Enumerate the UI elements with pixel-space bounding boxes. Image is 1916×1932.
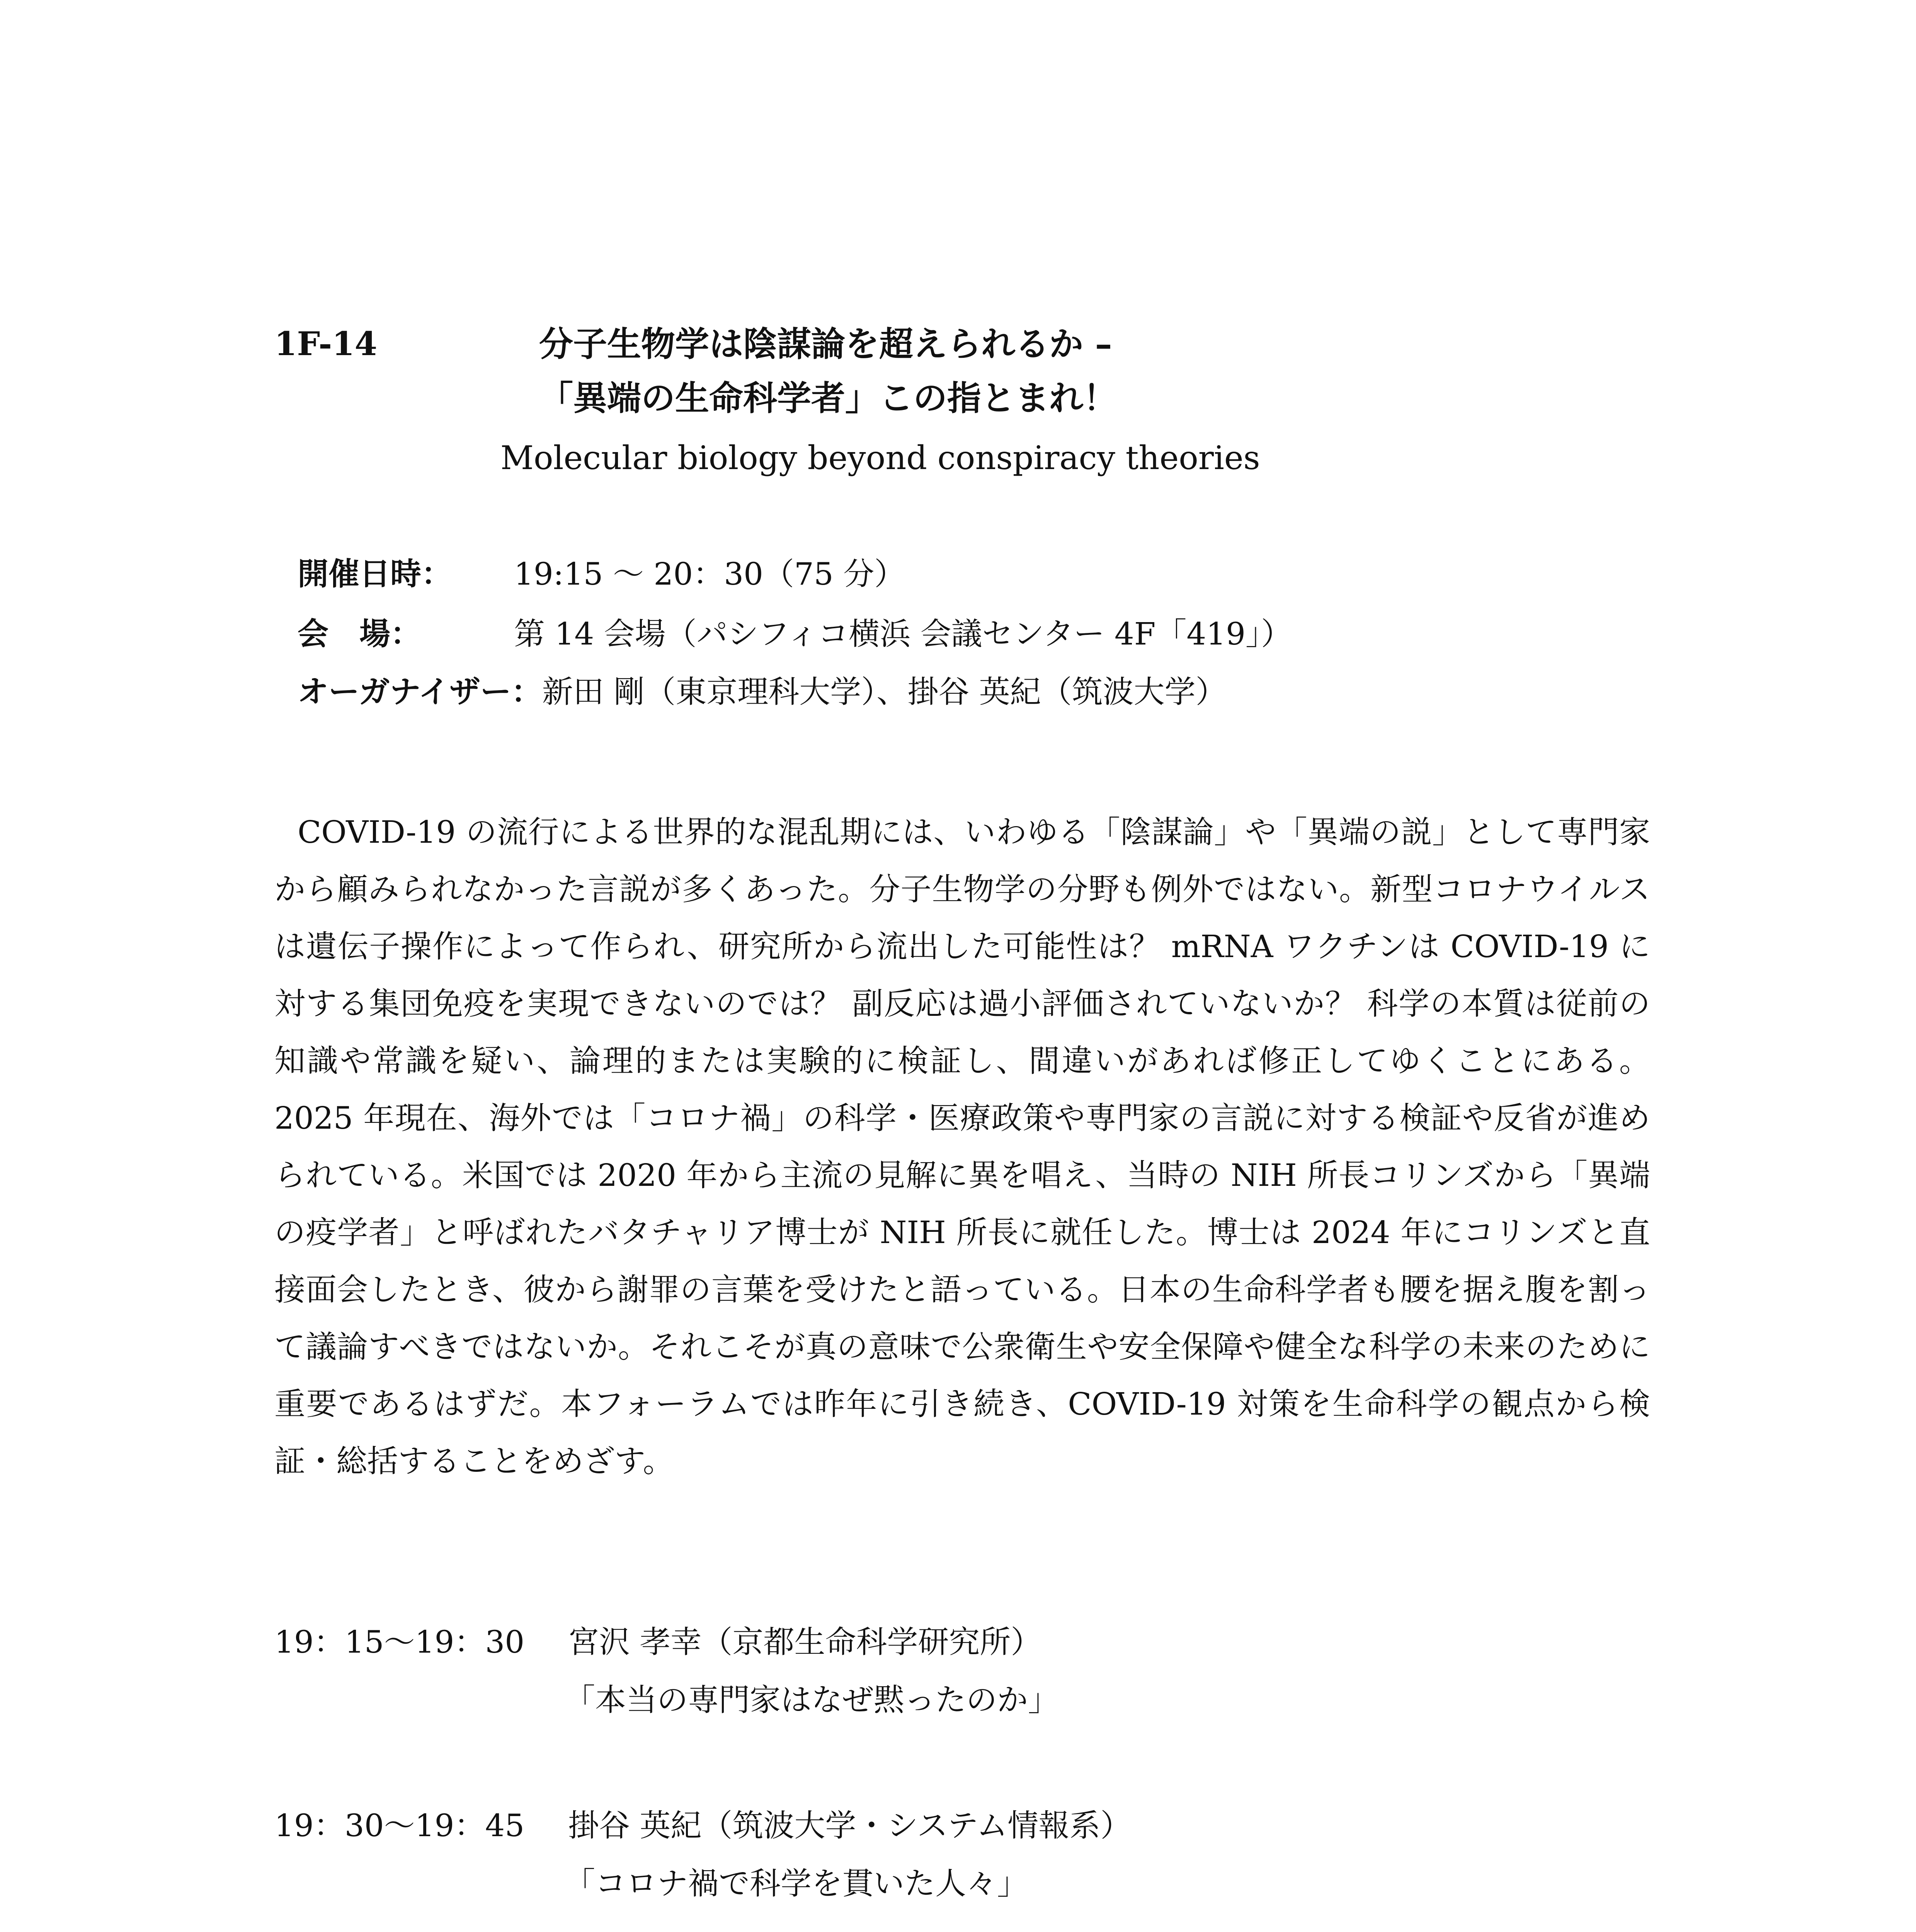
abstract-paragraph: COVID-19 の流行による世界的な混乱期には、いわゆる「陰謀論」や「異端の説」として専門家から顧みられなかった言説が多くあった。分子生物学の分野も例外ではない。新型コロナウイルスは遺伝子操作によって作られ、研究所から流出した可能性は？ mRNA ワクチンは COVID-19 に対する集団免疫を実現できないのでは？ 副反応は過小評価されていないか？ 科学の本質は従前の知識や常識を疑い、論理的または実験的に検証し、間違いがあれば修正してゆくことにある。2025 年現在、海外では「コロナ禍」の科学・医療政策や専門家の言説に対する検証や反省が進められている。米国では 2020 年から主流の見解に異を唱え、当時の NIH 所長コリンズから「異端の疫学者」と呼ばれたバタチャリア博士が NIH 所長に就任した。博士は 2024 年にコリンズと直接面会したとき、彼から謝罪の言葉を受けたと語っている。日本の生命科学者も腰を据え腹を割って議論すべきではないか。それこそが真の意味で公衆衛生や安全保障や健全な科学の未来のために重要であるはずだ。本フォーラムでは昨年に引き続き、COVID-19 対策を生命科学の観点から検証・総括することをめざす。 bbox=[274, 814, 1650, 1479]
program-talk-title: 「本当の専門家はなぜ黙ったのか」 bbox=[564, 1682, 1059, 1718]
organizer-label: オーガナイザー： bbox=[298, 673, 542, 710]
program-talk-title: 「コロナ禍で科学を貫いた人々」 bbox=[564, 1866, 1028, 1901]
info-date-row bbox=[298, 551, 905, 597]
session-title-english: Molecular biology beyond conspiracy theories bbox=[500, 439, 1260, 477]
info-organizer-row bbox=[298, 668, 1227, 715]
program-speaker: 宮沢 孝幸（京都生命科学研究所） bbox=[568, 1624, 1042, 1660]
info-venue-row bbox=[298, 611, 1292, 657]
program-time: 19：15～19：30 bbox=[274, 1624, 525, 1660]
date-label: 開催日時： bbox=[298, 556, 452, 592]
venue-label: 会 場： bbox=[298, 616, 421, 652]
program-item bbox=[274, 1797, 1131, 1913]
session-title-line1: 分子生物学は陰謀論を超えられるか – bbox=[539, 324, 1112, 364]
session-title-line2: 「異端の生命科学者」この指とまれ！ bbox=[539, 378, 1118, 418]
program-time: 19：30～19：45 bbox=[274, 1808, 525, 1844]
program-speaker: 掛谷 英紀（筑波大学・システム情報系） bbox=[568, 1808, 1132, 1844]
organizer-value: 新田 剛（東京理科大学）、掛谷 英紀（筑波大学） bbox=[542, 674, 1227, 710]
program-item bbox=[274, 1613, 1059, 1729]
session-id: 1F-14 bbox=[274, 325, 378, 363]
venue-value: 第 14 会場（パシフィコ横浜 会議センター 4F「419」） bbox=[514, 616, 1292, 652]
date-value: 19:15 ～ 20：30（75 分） bbox=[514, 556, 905, 592]
